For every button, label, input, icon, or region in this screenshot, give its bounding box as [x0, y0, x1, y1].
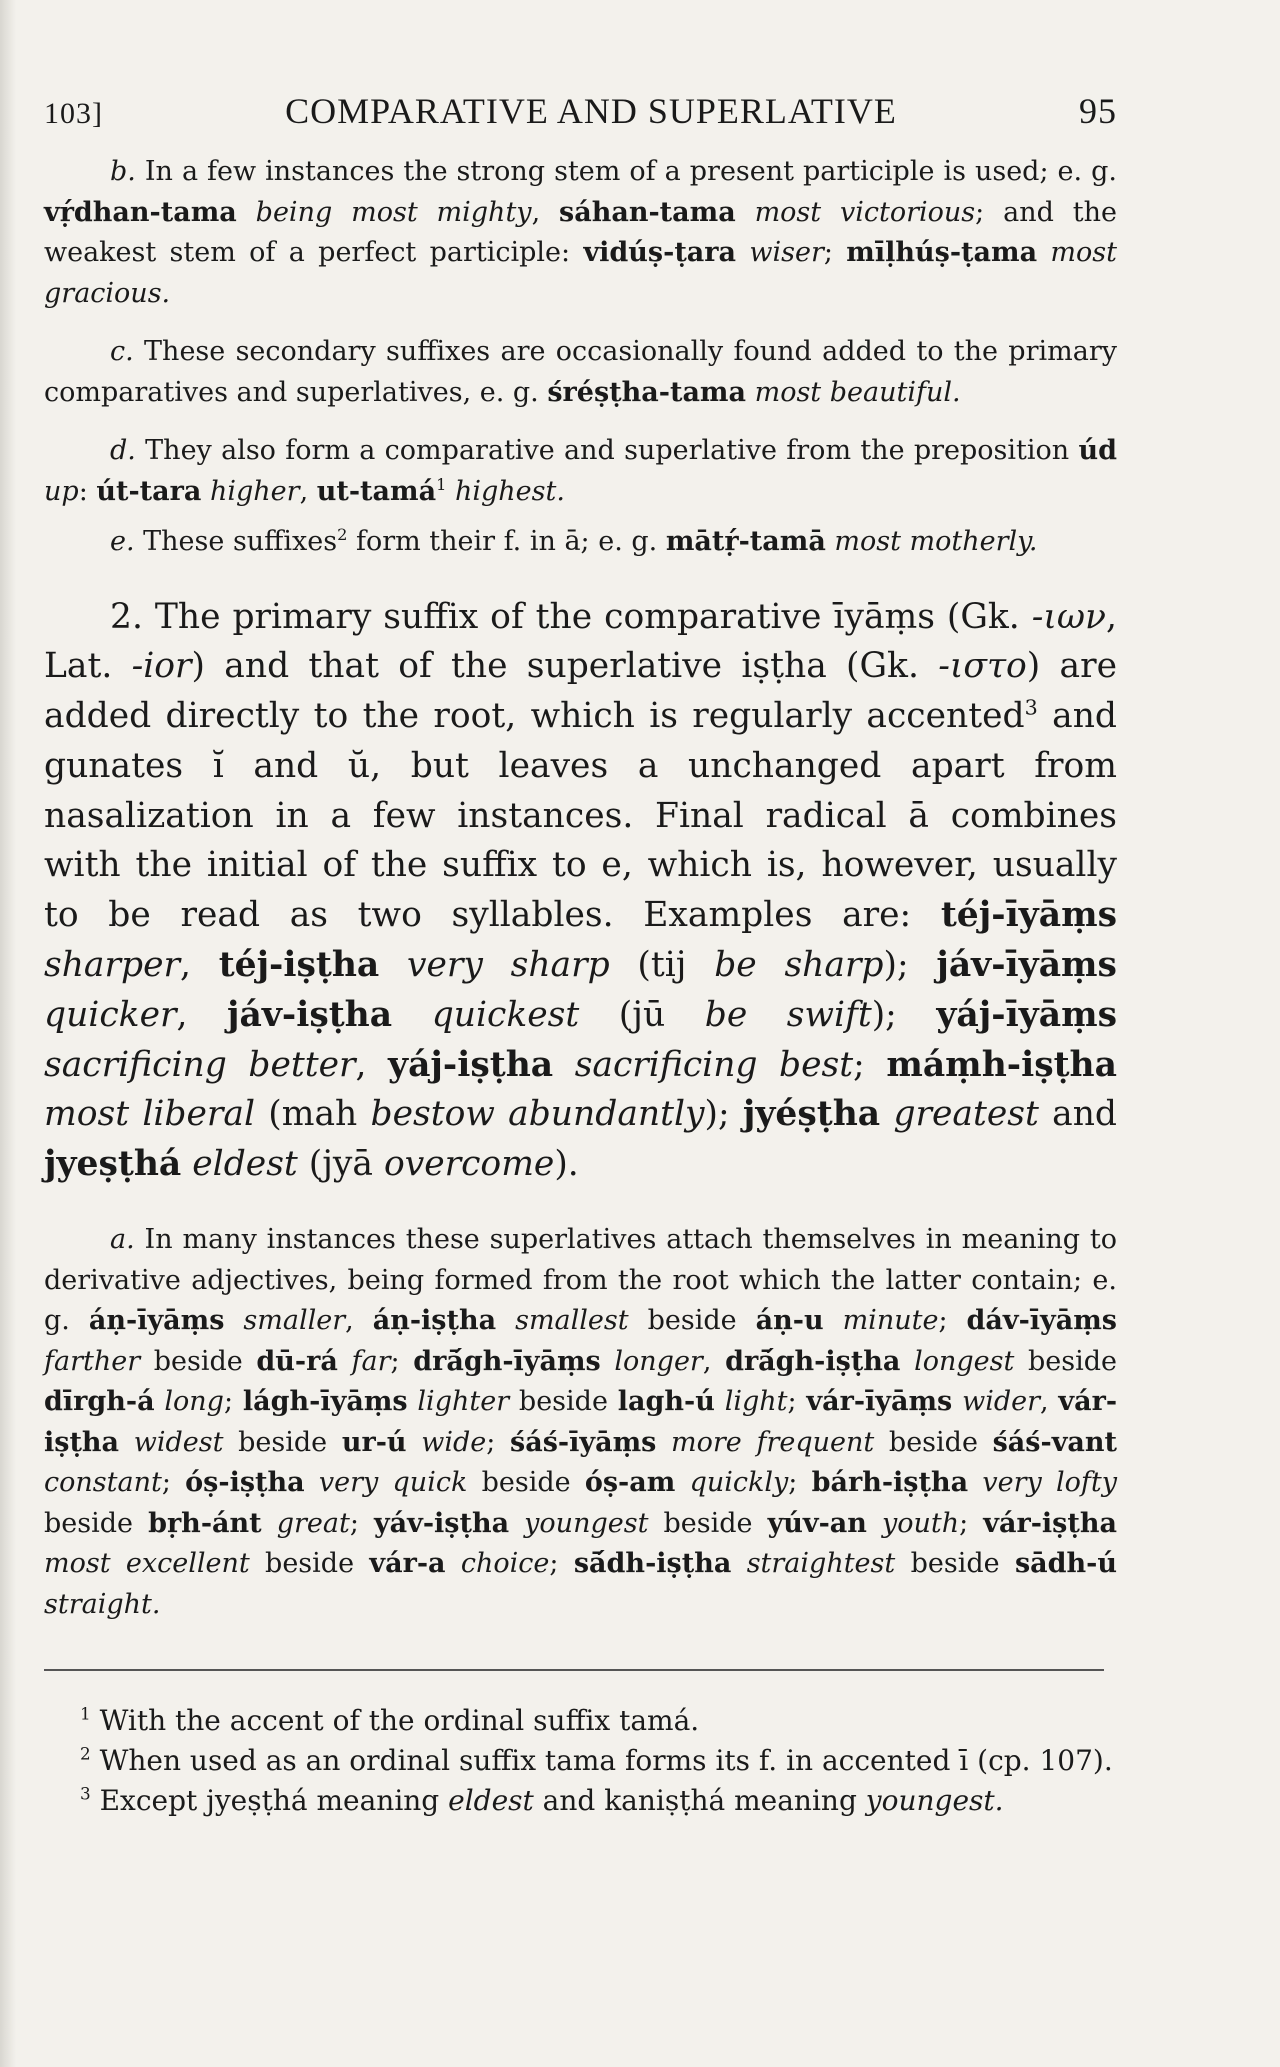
sanskrit-word: sā́dh-iṣṭha [573, 1548, 732, 1580]
gloss: minute [842, 1305, 939, 1337]
gloss: straightest [746, 1548, 896, 1580]
sanskrit-word: yáj-iṣṭha [388, 1044, 554, 1085]
sanskrit-word: drā́gh-iṣṭha [725, 1345, 901, 1377]
gloss: very quick [318, 1467, 468, 1499]
sanskrit-word: mīḷhúṣ-ṭama [846, 237, 1038, 268]
gloss: most excellent [44, 1548, 250, 1580]
gloss: great [276, 1507, 350, 1539]
sanskrit-word: ut-tamá [316, 475, 437, 507]
para-mark: a. [110, 1224, 135, 1256]
sanskrit-word: jyéṣṭha [742, 1094, 881, 1135]
sanskrit-word: máṃh-iṣṭha [886, 1044, 1117, 1085]
footnote-number: 2 [80, 1743, 91, 1764]
gloss: smallest [515, 1305, 629, 1337]
sanskrit-word: yáj-īyāṃs [936, 994, 1118, 1035]
sanskrit-word: bárh-iṣṭha [811, 1467, 969, 1499]
sanskrit-word: jáv-iṣṭha [227, 994, 393, 1035]
footnote-2: $^2$ When used as an ordinal suffix tama forms its f. in accented ī (cp. 107). [80, 1743, 1113, 1778]
gloss: lighter [417, 1386, 510, 1418]
gloss: widest [133, 1426, 224, 1458]
para-mark: d. [110, 435, 136, 466]
sanskrit-word: sáhan-tama [559, 196, 736, 228]
gloss: higher [209, 475, 300, 507]
book-page [44, 90, 1117, 1821]
sanskrit-word: dáv-īyāṃs [966, 1305, 1118, 1337]
sanskrit-word: áṇ-u [755, 1305, 824, 1337]
paragraph-c: c. These secondary suffixes are occasionally found added to the primary comparatives and superlatives, e. g. śréṣṭha-tama most beautiful. [44, 336, 1117, 408]
sanskrit-word: bṛh-ánt [148, 1507, 262, 1539]
gloss: youngest [524, 1507, 649, 1539]
sanskrit-word: vṛ́dhan-tama [44, 196, 237, 228]
page-edge-shadow [0, 0, 16, 2067]
footnote-number: 1 [80, 1703, 91, 1724]
para-mark: c. [110, 336, 134, 367]
sanskrit-word: vár-a [369, 1548, 446, 1580]
gloss: farther [44, 1345, 141, 1377]
gloss: up [44, 475, 79, 507]
sanskrit-word: ur-ú [341, 1426, 407, 1458]
gloss: choice [460, 1548, 550, 1580]
sanskrit-word: jyeṣṭhá [44, 1144, 182, 1185]
gloss: being most mighty [255, 196, 532, 228]
sanskrit-word: úd [1078, 435, 1117, 466]
sanskrit-word: lágh-īyāṃs [242, 1386, 408, 1418]
sanskrit-word: vár-iṣṭha [983, 1507, 1117, 1539]
footnote-1: $^1$ With the accent of the ordinal suffix tamá. [80, 1703, 700, 1738]
gloss: wiser [749, 237, 824, 268]
sanskrit-word: vidúṣ-ṭara [583, 237, 737, 268]
running-head [44, 90, 1117, 132]
gloss: sacrificing best [574, 1044, 854, 1085]
footnote-ref: 2 [337, 525, 348, 544]
footnote-ref: 1 [436, 474, 447, 494]
gloss: be swift [704, 994, 872, 1035]
gloss: far [351, 1345, 391, 1377]
gloss: be sharp [714, 945, 884, 986]
sanskrit-word: vár-īyāṃs [806, 1386, 953, 1418]
paragraph-e: e. These suffixes$^2$ form their f. in ā; e. g. mātṛ́-tamā most motherly. [110, 525, 1038, 557]
gloss: quicker [44, 994, 177, 1035]
greek-suffix: -ιστο [938, 646, 1027, 687]
gloss: quickly [689, 1467, 789, 1499]
footnote-ref: 3 [1024, 695, 1038, 720]
gloss: highest. [454, 475, 565, 507]
sanskrit-word: śáś-vant [992, 1426, 1117, 1458]
footnote-3: $^3$ Except jyeṣṭhá meaning eldest and kaniṣṭhá meaning youngest. [80, 1783, 1004, 1818]
gloss: wide [421, 1426, 487, 1458]
gloss: youth [881, 1507, 960, 1539]
paragraph-d: d. They also form a comparative and superlative from the preposition úd up: út-tara higher, ut-tamá$^1$ highest. [44, 435, 1117, 507]
sanskrit-word: jáv-īyāṃs [936, 945, 1117, 986]
sanskrit-word: áṇ-iṣṭha [372, 1305, 497, 1337]
sanskrit-word: dū-rá [256, 1345, 338, 1377]
gloss: quickest [431, 994, 580, 1035]
sanskrit-word: drā́gh-īyāṃs [413, 1345, 601, 1377]
gloss: most liberal [44, 1094, 255, 1135]
greek-suffix: -ιων [1031, 596, 1107, 637]
gloss: most beautiful. [754, 376, 961, 408]
gloss: sacrificing better [44, 1044, 356, 1085]
sanskrit-word: dīrgh-á [44, 1386, 155, 1418]
sanskrit-word: lagh-ú [617, 1386, 715, 1418]
sanskrit-word: vár-iṣṭha [44, 1386, 1118, 1458]
gloss: sharper [44, 945, 180, 986]
gloss: eldest [192, 1144, 298, 1185]
gloss: greatest [893, 1094, 1039, 1135]
sanskrit-word: út-tara [96, 475, 202, 507]
para-mark: b. [110, 156, 136, 187]
sanskrit-word: óṣ-iṣṭha [185, 1467, 305, 1499]
page-title: COMPARATIVE AND SUPERLATIVE [285, 91, 897, 131]
gloss: youngest. [865, 1784, 1004, 1818]
gloss: most gracious. [44, 237, 1117, 309]
gloss: overcome [383, 1144, 555, 1185]
gloss: most victorious [754, 196, 976, 228]
gloss: eldest [448, 1784, 534, 1818]
footnote-number: 3 [80, 1783, 91, 1804]
gloss: smaller [243, 1305, 346, 1337]
gloss: straight. [44, 1588, 161, 1620]
paragraph-2: 2. The primary suffix of the comparative īyāṃs (Gk. -ιων, Lat. -ior) and that of the superlative iṣṭha (Gk. -ιστο) are added directly to the root, which is regularly accented$^3$ and gunates ĭ and ŭ, but leaves a unchanged apart from nasalization in a few instances. Final radical ā combines with the initial of the suffix to e, which is, however, usually to be read as two syllables. Examples are: téj-īyāṃs sharper, téj-iṣṭha very sharp (tij be sharp); jáv-īyāṃs quicker, jáv-iṣṭha quickest (jū be swift); yáj-īyāṃs sacrificing better, yáj-iṣṭha sacrificing best; máṃh-iṣṭha most liberal (mah bestow abundantly); jyéṣṭha greatest and jyeṣṭhá eldest (jyā overcome). [44, 596, 1118, 1185]
gloss: very lofty [982, 1467, 1117, 1499]
sanskrit-word: śréṣṭha-tama [547, 376, 746, 408]
sanskrit-word: áṇ-īyāṃs [88, 1305, 225, 1337]
gloss: light [724, 1386, 788, 1418]
paragraph-b: b. In a few instances the strong stem of a present participle is used; e. g. vṛ́dhan-tama being most mighty, sáhan-tama most victorious; and the weakest stem of a perfect participle: vidúṣ-ṭara wiser; mīḷhúṣ-ṭama most gracious. [44, 156, 1117, 309]
latin-suffix: -ior [131, 646, 192, 687]
sanskrit-word: téj-iṣṭha [218, 945, 380, 986]
paragraph-a: a. In many instances these superlatives attach themselves in meaning to derivative adjectives, being formed from the root which the latter contain; e. g. áṇ-īyāṃs smaller, áṇ-iṣṭha smallest beside áṇ-u minute; dáv-īyāṃs farther beside dū-rá far; drā́gh-īyāṃs longer, drā́gh-iṣṭha longest beside dīrgh-á long; lágh-īyāṃs lighter beside lagh-ú light; vár-īyāṃs wider, vár-iṣṭha widest beside ur-ú wide; śáś-īyāṃs more frequent beside śáś-vant constant; óṣ-iṣṭha very quick beside óṣ-am quickly; bárh-iṣṭha very lofty beside bṛh-ánt great; yáv-iṣṭha youngest beside yúv-an youth; vár-iṣṭha most excellent beside vár-a choice; sā́dh-iṣṭha straightest beside sādh-ú straight. [44, 1224, 1118, 1620]
section-number: 103] [44, 97, 103, 130]
gloss: very sharp [407, 945, 610, 986]
gloss: wider [962, 1386, 1040, 1418]
gloss: most motherly. [834, 526, 1038, 557]
para-mark: e. [110, 526, 135, 557]
gloss: more frequent [671, 1426, 875, 1458]
sanskrit-word: yúv-an [767, 1507, 867, 1539]
sanskrit-word: sādh-ú [1014, 1548, 1118, 1580]
sanskrit-word: mātṛ́-tamā [665, 526, 826, 557]
sanskrit-word: téj-īyāṃs [940, 895, 1117, 936]
gloss: long [164, 1386, 224, 1418]
sanskrit-word: yáv-iṣṭha [373, 1507, 510, 1539]
gloss: longest [914, 1345, 1015, 1377]
gloss: constant [44, 1467, 162, 1499]
gloss: longer [614, 1345, 703, 1377]
page-number: 95 [1079, 91, 1117, 131]
footnote-divider [44, 1669, 1104, 1671]
gloss: bestow abundantly [370, 1094, 705, 1135]
sanskrit-word: óṣ-am [584, 1467, 676, 1499]
sanskrit-word: śáś-īyāṃs [510, 1426, 657, 1458]
